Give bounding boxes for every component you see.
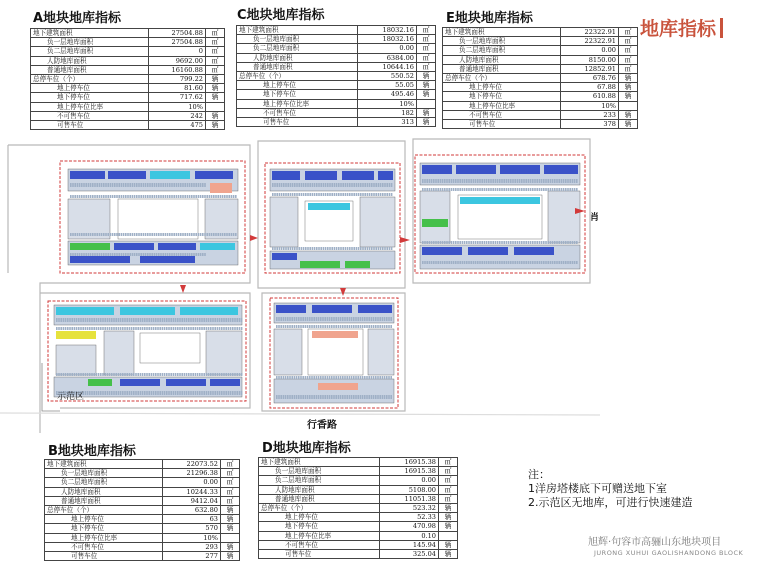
row-label: 地下建筑面积 [45,460,163,469]
notes-title: 注： [528,468,550,481]
row-unit: 辆 [619,92,638,101]
site-plan [0,133,600,438]
row-label: 可售车位 [443,119,561,128]
table-row [443,28,638,37]
row-value: 0.00 [380,476,439,485]
row-unit: 辆 [417,108,436,117]
block-b-title: B地块地库指标 [48,444,136,459]
row-value: 182 [358,108,417,117]
row-value: 293 [163,542,221,551]
block-c-table [236,25,436,127]
row-value: 0.10 [380,531,439,540]
row-unit: 辆 [619,73,638,82]
table-row [259,540,458,549]
row-label: 人防地库面积 [443,55,561,64]
row-value: 10% [358,99,417,108]
row-unit: 辆 [221,515,240,524]
row-value: 16915.38 [380,467,439,476]
row-unit: 辆 [619,110,638,119]
row-label: 总停车位（个） [443,73,561,82]
table-row [443,64,638,73]
row-unit: ㎡ [221,496,240,505]
table-row [259,485,458,494]
row-unit: 辆 [206,74,225,83]
table-row [443,83,638,92]
row-unit: 辆 [417,81,436,90]
row-label: 负一层地库面积 [31,38,149,47]
table-row [31,120,225,129]
row-unit: ㎡ [439,494,458,503]
row-value: 717.62 [148,93,205,102]
row-label: 地下建筑面积 [31,29,149,38]
notes-line-1: 1洋房塔楼底下可赠送地下室 [528,482,667,495]
row-value: 678.76 [561,73,619,82]
row-unit: ㎡ [221,487,240,496]
row-label: 负一层地库面积 [45,469,163,478]
row-label: 地下停车位 [259,522,380,531]
table-row [259,476,458,485]
row-unit: ㎡ [439,485,458,494]
table-row [259,503,458,512]
table-row [237,53,436,62]
table-row [31,29,225,38]
row-unit: ㎡ [619,55,638,64]
row-value: 378 [561,119,619,128]
table-row [237,81,436,90]
notes-line-2: 2.示范区无地库，可进行快速建造 [528,496,693,509]
row-unit: ㎡ [619,28,638,37]
row-unit: 辆 [221,542,240,551]
row-value: 52.33 [380,513,439,522]
table-row [237,117,436,126]
table-row [259,458,458,467]
row-label: 普通地库面积 [31,65,149,74]
row-value: 0.00 [358,44,417,53]
table-row [45,469,240,478]
footer-project-name-en: JURONG XUHUI GAOLISHANDONG BLOCK [594,549,744,557]
block-c-title: C地块地库指标 [237,8,325,23]
table-row [237,35,436,44]
row-value: 470.98 [380,522,439,531]
row-value: 10% [561,101,619,110]
row-unit: ㎡ [206,47,225,56]
row-unit: ㎡ [439,458,458,467]
row-unit: ㎡ [417,26,436,35]
row-unit: 辆 [221,505,240,514]
demo-zone-label: 示范区 [57,392,85,402]
row-label: 不可售车位 [443,110,561,119]
row-label: 不可售车位 [45,542,163,551]
row-value: 0.00 [163,478,221,487]
table-row [237,62,436,71]
table-row [443,119,638,128]
row-label: 地上停车位比率 [237,99,358,108]
table-row [45,542,240,551]
table-row [45,478,240,487]
row-unit: 辆 [439,540,458,549]
row-label: 地上停车位比率 [443,101,561,110]
row-label: 可售车位 [237,117,358,126]
table-row [237,71,436,80]
table-row [443,37,638,46]
row-unit: ㎡ [206,29,225,38]
row-label: 地上停车位比率 [31,102,149,111]
row-label: 地下建筑面积 [443,28,561,37]
row-unit: ㎡ [221,469,240,478]
row-unit: 辆 [619,119,638,128]
row-value: 55.05 [358,81,417,90]
row-label: 地下停车位 [237,90,358,99]
table-row [31,74,225,83]
row-unit: ㎡ [221,478,240,487]
row-label: 可售车位 [31,120,149,129]
row-unit: 辆 [221,524,240,533]
block-d-table [258,457,458,559]
row-unit [619,101,638,110]
row-value: 233 [561,110,619,119]
table-row [259,531,458,540]
row-value: 145.94 [380,540,439,549]
row-value: 277 [163,551,221,560]
row-unit: 辆 [439,503,458,512]
table-row [259,467,458,476]
row-value: 0 [148,47,205,56]
row-unit: 辆 [619,83,638,92]
row-label: 可售车位 [259,549,380,558]
row-value: 550.52 [358,71,417,80]
row-label: 地上停车位 [237,81,358,90]
row-label: 地下停车位 [443,92,561,101]
row-label: 地上停车位 [45,515,163,524]
row-value: 523.32 [380,503,439,512]
road-label: 行香路 [307,420,337,431]
row-label: 地下停车位 [31,93,149,102]
table-row [45,515,240,524]
row-label: 负一层地库面积 [237,35,358,44]
row-value: 10% [148,102,205,111]
table-row [45,487,240,496]
row-unit: ㎡ [417,44,436,53]
row-value: 570 [163,524,221,533]
row-value: 632.80 [163,505,221,514]
row-value: 81.60 [148,84,205,93]
row-value: 27504.88 [148,29,205,38]
row-label: 普通地库面积 [443,64,561,73]
table-row [31,84,225,93]
notes [528,468,693,510]
row-value: 18032.16 [358,35,417,44]
row-label: 负二层地库面积 [31,47,149,56]
row-label: 总停车位（个） [31,74,149,83]
row-label: 负二层地库面积 [259,476,380,485]
footer-project-name: 旭辉·句容市高骊山东地块项目 [588,537,722,548]
table-row [443,73,638,82]
row-unit: ㎡ [439,467,458,476]
block-a-table [30,28,225,130]
row-label: 负二层地库面积 [45,478,163,487]
row-value: 6384.00 [358,53,417,62]
row-label: 不可售车位 [237,108,358,117]
row-unit: 辆 [206,93,225,102]
block-d-title: D地块地库指标 [262,441,351,456]
row-unit: ㎡ [417,53,436,62]
row-label: 负二层地库面积 [443,46,561,55]
table-row [31,38,225,47]
row-label: 人防地库面积 [259,485,380,494]
row-value: 22322.91 [561,37,619,46]
row-value: 11051.38 [380,494,439,503]
table-row [45,524,240,533]
row-label: 总停车位（个） [237,71,358,80]
row-unit: 辆 [206,84,225,93]
row-value: 242 [148,111,205,120]
row-label: 地上停车位 [443,83,561,92]
row-unit: ㎡ [206,38,225,47]
row-value: 325.04 [380,549,439,558]
row-unit: ㎡ [206,65,225,74]
table-row [237,90,436,99]
row-value: 21296.38 [163,469,221,478]
row-value: 0.00 [561,46,619,55]
row-label: 地下建筑面积 [259,458,380,467]
row-label: 总停车位（个） [45,505,163,514]
row-label: 负一层地库面积 [259,467,380,476]
row-unit: ㎡ [221,460,240,469]
block-e-plan [420,163,580,269]
row-value: 610.88 [561,92,619,101]
table-row [31,93,225,102]
table-row [45,533,240,542]
table-row [45,496,240,505]
table-row [237,44,436,53]
row-value: 63 [163,515,221,524]
table-row [443,110,638,119]
row-unit [221,533,240,542]
table-row [259,494,458,503]
row-value: 5108.00 [380,485,439,494]
row-value: 313 [358,117,417,126]
table-row [31,111,225,120]
row-value: 9412.04 [163,496,221,505]
row-label: 地上停车位 [31,84,149,93]
row-unit: 辆 [439,513,458,522]
row-value: 495.46 [358,90,417,99]
row-label: 地上停车位比率 [259,531,380,540]
table-row [259,513,458,522]
row-value: 16915.38 [380,458,439,467]
block-e-table [442,27,638,129]
block-a-title: A地块地库指标 [33,11,122,26]
row-label: 普通地库面积 [237,62,358,71]
row-label: 普通地库面积 [45,496,163,505]
row-label: 地上停车位比率 [45,533,163,542]
table-row [443,101,638,110]
row-value: 12852.91 [561,64,619,73]
edge-label: 肖 [590,213,600,223]
row-unit: 辆 [221,551,240,560]
row-value: 8150.00 [561,55,619,64]
row-unit: ㎡ [206,56,225,65]
table-row [31,56,225,65]
row-value: 10244.33 [163,487,221,496]
row-label: 人防地库面积 [31,56,149,65]
row-unit [417,99,436,108]
row-label: 普通地库面积 [259,494,380,503]
row-unit [206,102,225,111]
row-label: 人防地库面积 [45,487,163,496]
row-unit: 辆 [417,90,436,99]
block-b-table [44,459,240,561]
row-label: 不可售车位 [31,111,149,120]
row-unit: ㎡ [417,35,436,44]
table-row [45,460,240,469]
row-label: 人防地库面积 [237,53,358,62]
table-row [259,549,458,558]
row-label: 负二层地库面积 [237,44,358,53]
row-value: 22322.91 [561,28,619,37]
row-unit: ㎡ [619,37,638,46]
page-title: 地库指标 [640,14,723,41]
table-row [237,26,436,35]
row-value: 22073.52 [163,460,221,469]
row-label: 地下停车位 [45,524,163,533]
row-label: 地上停车位 [259,513,380,522]
table-row [31,65,225,74]
row-value: 67.88 [561,83,619,92]
row-value: 10644.16 [358,62,417,71]
table-row [443,92,638,101]
row-label: 不可售车位 [259,540,380,549]
row-label: 可售车位 [45,551,163,560]
row-unit: 辆 [417,117,436,126]
row-unit: ㎡ [619,64,638,73]
table-row [443,55,638,64]
table-row [237,99,436,108]
table-row [45,505,240,514]
row-unit: 辆 [439,522,458,531]
row-label: 地下建筑面积 [237,26,358,35]
row-value: 475 [148,120,205,129]
row-value: 799.22 [148,74,205,83]
row-unit [439,531,458,540]
table-row [31,102,225,111]
row-value: 9692.00 [148,56,205,65]
table-row [259,522,458,531]
row-unit: 辆 [439,549,458,558]
table-row [237,108,436,117]
row-value: 10% [163,533,221,542]
row-value: 27504.88 [148,38,205,47]
row-unit: 辆 [206,120,225,129]
row-value: 16160.88 [148,65,205,74]
row-label: 负一层地库面积 [443,37,561,46]
table-row [443,46,638,55]
row-unit: ㎡ [439,476,458,485]
row-unit: 辆 [206,111,225,120]
row-unit: ㎡ [619,46,638,55]
row-value: 18032.16 [358,26,417,35]
row-unit: 辆 [417,71,436,80]
table-row [45,551,240,560]
row-label: 总停车位（个） [259,503,380,512]
row-unit: ㎡ [417,62,436,71]
table-row [31,47,225,56]
block-e-title: E地块地库指标 [446,11,533,26]
